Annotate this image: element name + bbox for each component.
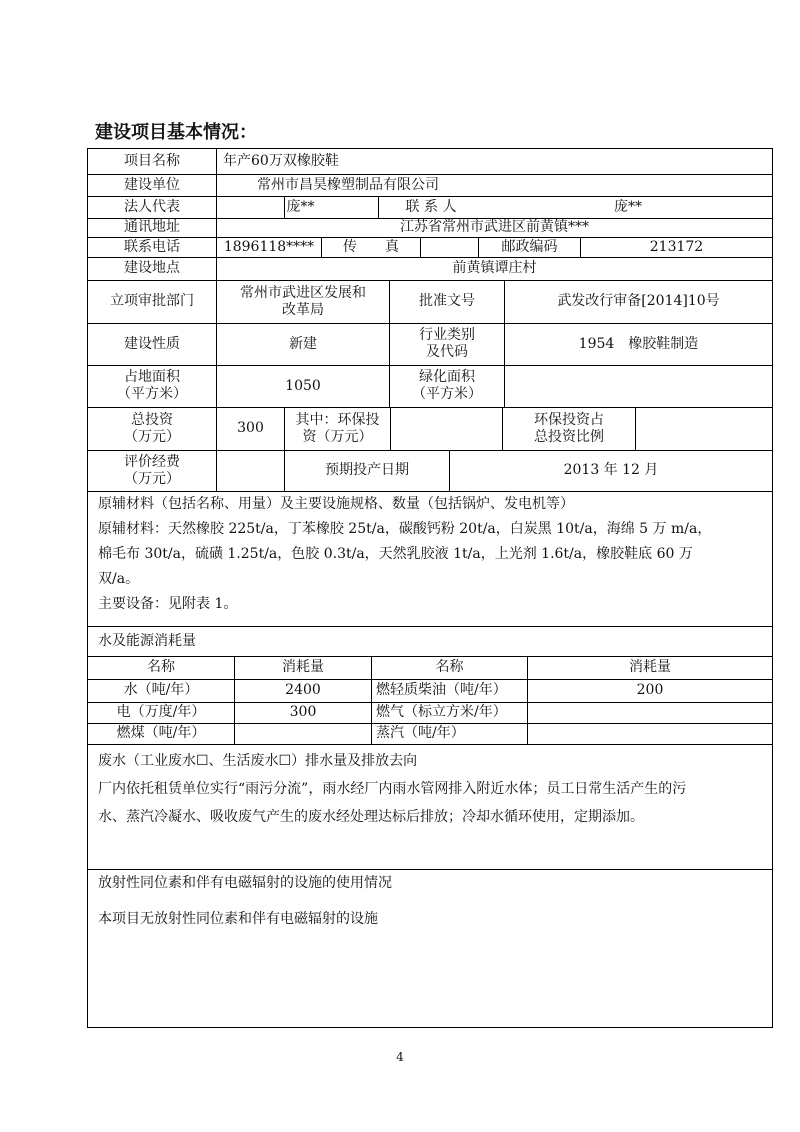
eval-fee-label	[88, 450, 216, 491]
approval-doc-label: 批准文号	[419, 293, 475, 309]
energy-row1-name2: 燃轻质柴油（吨/年）	[376, 682, 507, 698]
production-date-label: 预期投产日期	[325, 462, 409, 478]
equipment-line: 主要设备：见附表 1。	[98, 596, 238, 612]
materials-section	[98, 492, 768, 617]
industry-label-line1: 行业类别	[419, 327, 475, 343]
wastewater-line1: 厂内依托租赁单位实行“雨污分流”，雨水经厂内雨水管网排入附近水体；员工日常生活产生的污	[98, 781, 687, 797]
energy-row1-amount2: 200	[636, 682, 664, 698]
green-area-label	[390, 365, 504, 407]
project-name-label: 项目名称	[124, 153, 180, 169]
approval-dept-value	[217, 280, 389, 323]
materials-line1: 原辅材料：天然橡胶 225t/a，丁苯橡胶 25t/a，碳酸钙粉 20t/a，白炭黑 10t/a，海绵 5 万 m/a，	[98, 521, 712, 537]
env-investment-value	[391, 407, 502, 450]
legal-rep-label: 法人代表	[124, 198, 180, 215]
total-investment-label-line1: 总投资	[131, 411, 173, 428]
energy-row2-name2: 燃气（标立方米/年）	[376, 704, 507, 720]
project-name-value: 年产60万双橡胶鞋	[223, 153, 339, 169]
wastewater-title: 废水（工业废水☐、生活废水☐）排水量及排放去向	[98, 753, 418, 769]
total-investment-value: 300	[237, 420, 264, 436]
energy-row3-amount2	[528, 723, 772, 744]
phone-label: 联系电话	[124, 238, 180, 255]
energy-title: 水及能源消耗量	[98, 633, 196, 649]
contact-label: 联 系 人	[405, 198, 457, 215]
green-area-value	[505, 365, 772, 407]
env-ratio-label-line2: 总投资比例	[534, 428, 604, 445]
energy-row3-name1: 燃煤（吨/年）	[116, 725, 206, 741]
industry-label	[390, 323, 504, 365]
land-area-label	[88, 365, 216, 407]
land-area-value: 1050	[285, 377, 321, 394]
materials-line3: 双/a。	[98, 571, 140, 587]
address-value: 江苏省常州市武进区前黄镇***	[400, 219, 589, 235]
location-label: 建设地点	[124, 260, 180, 276]
legal-rep-value: 庞**	[286, 198, 315, 215]
energy-row1-name1: 水（吨/年）	[123, 682, 199, 698]
materials-line2: 棉毛布 30t/a，硫磺 1.25t/a，色胶 0.3t/a，天然乳胶液 1t/a，上光剂 1.6t/a，橡胶鞋底 60 万	[98, 546, 693, 562]
env-ratio-label-line1: 环保投资占	[534, 411, 604, 428]
eval-fee-value	[217, 450, 284, 491]
energy-row1-amount1: 2400	[285, 682, 321, 698]
location-value: 前黄镇谭庄村	[452, 260, 537, 276]
energy-row2-name1: 电（万度/年）	[116, 704, 206, 720]
energy-header-name2: 名称	[435, 659, 464, 675]
env-investment-label	[285, 407, 390, 450]
nature-value: 新建	[289, 335, 317, 352]
energy-row3-name2: 蒸汽（吨/年）	[376, 725, 465, 741]
approval-dept-label: 立项审批部门	[110, 293, 194, 309]
energy-row2-amount1: 300	[289, 704, 317, 720]
green-area-label-line2: （平方米）	[412, 386, 482, 402]
contact-value: 庞**	[614, 198, 642, 215]
green-area-label-line1: 绿化面积	[419, 369, 475, 385]
production-date-value: 2013 年 12 月	[563, 462, 659, 478]
energy-header-amount1: 消耗量	[282, 659, 324, 675]
total-investment-label	[88, 407, 216, 450]
wastewater-section	[98, 747, 768, 831]
land-area-label-line1: 占地面积	[124, 369, 180, 385]
radiation-title: 放射性同位素和伴有电磁辐射的设施的使用情况	[98, 875, 392, 891]
nature-label: 建设性质	[124, 335, 180, 352]
eval-fee-label-line1: 评价经费	[124, 453, 180, 470]
fax-label: 传 真	[343, 238, 399, 255]
energy-header-name1: 名称	[147, 659, 175, 675]
postcode-value: 213172	[649, 238, 704, 255]
fax-value	[421, 237, 478, 257]
phone-value: 1896118****	[223, 238, 315, 255]
unit-label: 建设单位	[124, 176, 180, 193]
unit-value: 常州市昌昊橡塑制品有限公司	[257, 176, 439, 193]
address-label: 通讯地址	[124, 219, 180, 235]
env-investment-label-line1: 其中：环保投	[295, 411, 380, 428]
land-area-label-line2: （平方米）	[117, 386, 187, 402]
approval-dept-line2: 改革局	[282, 301, 324, 318]
postcode-label: 邮政编码	[501, 238, 558, 255]
energy-header-amount2: 消耗量	[629, 659, 671, 675]
industry-label-line2: 及代码	[426, 344, 468, 360]
approval-doc-value: 武发改行审备[2014]10号	[557, 293, 720, 309]
env-ratio-label	[503, 407, 635, 450]
wastewater-line2: 水、蒸汽冷凝水、吸收废气产生的废水经处理达标后排放；冷却水循环使用，定期添加。	[98, 809, 644, 825]
project-info-table	[87, 148, 773, 1028]
eval-fee-label-line2: （万元）	[124, 470, 180, 487]
env-investment-label-line2: 资（万元）	[302, 428, 373, 445]
materials-title: 原辅材料（包括名称、用量）及主要设施规格、数量（包括锅炉、发电机等）	[98, 496, 574, 512]
env-ratio-value	[636, 407, 772, 450]
energy-row2-amount2	[528, 702, 772, 723]
industry-value: 1954 橡胶鞋制造	[578, 335, 699, 352]
page-number: 4	[396, 1050, 404, 1064]
approval-dept-line1: 常州市武进区发展和	[240, 284, 366, 301]
energy-row3-amount1	[235, 723, 371, 744]
section-heading: 建设项目基本情况：	[95, 122, 257, 143]
total-investment-label-line2: （万元）	[124, 428, 180, 445]
radiation-text: 本项目无放射性同位素和伴有电磁辐射的设施	[98, 911, 378, 927]
